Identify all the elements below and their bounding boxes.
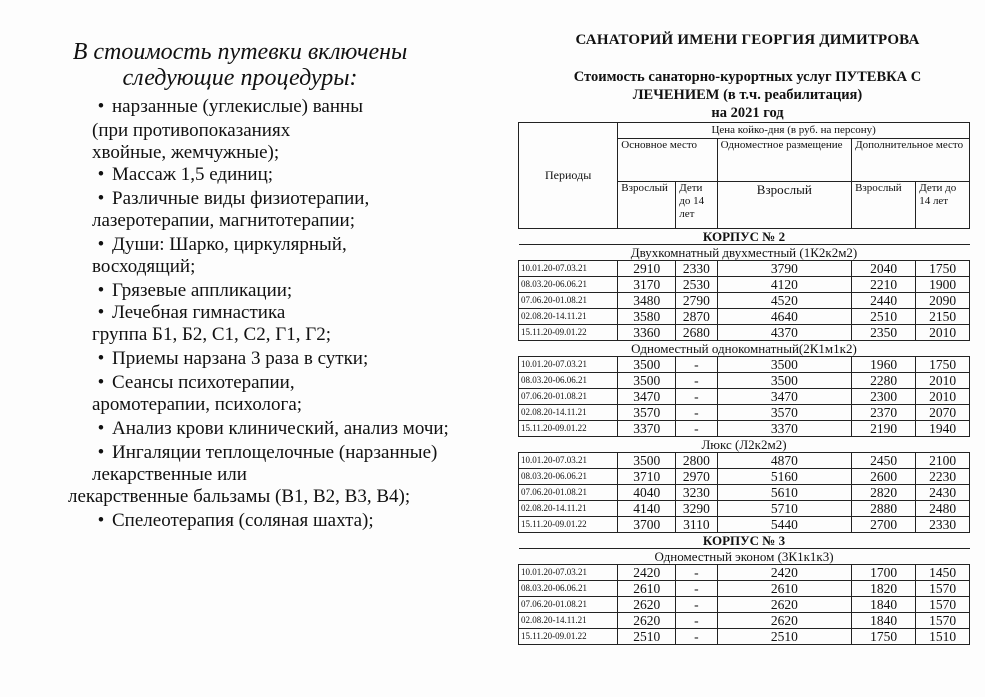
period-cell: 07.06.20-01.08.21 xyxy=(519,293,618,309)
price-subtitle-line2: ЛЕЧЕНИЕМ (в т.ч. реабилитация) xyxy=(632,87,863,103)
table-row xyxy=(519,469,970,485)
price-cell: 2350 xyxy=(852,325,916,341)
price-cell: 1570 xyxy=(916,597,970,613)
bullet-icon: • xyxy=(97,280,105,301)
bullet-icon: • xyxy=(97,164,105,185)
price-panel xyxy=(510,0,985,697)
price-cell: 1570 xyxy=(916,581,970,597)
bullet-icon: • xyxy=(97,418,105,439)
procedure-text: хвойные, жемчужные); xyxy=(92,142,280,163)
price-cell: 2100 xyxy=(916,453,970,469)
price-cell: 1940 xyxy=(916,421,970,437)
procedure-line xyxy=(90,372,295,394)
header-main-adult: Взрослый xyxy=(618,182,676,229)
procedure-text: Грязевые аппликации; xyxy=(112,280,293,301)
price-cell: 1750 xyxy=(916,357,970,373)
header-extra-child: Дети до 14 лет xyxy=(916,182,970,229)
price-cell: 3500 xyxy=(717,373,851,389)
period-cell: 07.06.20-01.08.21 xyxy=(519,485,618,501)
section-title: КОРПУС № 2 xyxy=(519,229,970,245)
procedure-text: Анализ крови клинический, анализ мочи; xyxy=(112,418,449,439)
table-row xyxy=(519,357,970,373)
bullet-icon: • xyxy=(97,96,105,117)
price-cell: 2530 xyxy=(676,277,717,293)
header-single-adult: Взрослый xyxy=(717,182,851,229)
sanatorium-name: САНАТОРИЙ ИМЕНИ ГЕОРГИЯ ДИМИТРОВА xyxy=(575,32,920,48)
header-main-child: Дети до 14 лет xyxy=(676,182,717,229)
price-cell: 2370 xyxy=(852,405,916,421)
procedure-line xyxy=(90,418,449,440)
procedure-line xyxy=(90,164,273,186)
procedure-text: группа Б1, Б2, С1, С2, Г1, Г2; xyxy=(92,324,331,345)
period-cell: 02.08.20-14.11.21 xyxy=(519,501,618,517)
procedure-line xyxy=(90,234,347,256)
price-cell: 2300 xyxy=(852,389,916,405)
header-periods: Периоды xyxy=(519,123,618,229)
procedure-text: Ингаляции теплощелочные (нарзанные) xyxy=(112,442,438,463)
header-main-place: Основное место xyxy=(618,139,717,182)
price-cell: 1840 xyxy=(852,613,916,629)
price-cell: - xyxy=(676,421,717,437)
price-cell: 2330 xyxy=(916,517,970,533)
procedure-line xyxy=(90,348,368,370)
period-cell: 07.06.20-01.08.21 xyxy=(519,597,618,613)
price-cell: 3370 xyxy=(618,421,676,437)
price-cell: 2280 xyxy=(852,373,916,389)
procedure-text: Лечебная гимнастика xyxy=(112,302,286,323)
period-cell: 08.03.20-06.06.21 xyxy=(519,469,618,485)
price-cell: 2010 xyxy=(916,389,970,405)
price-cell: 2510 xyxy=(852,309,916,325)
table-row xyxy=(519,453,970,469)
price-year: на 2021 год xyxy=(711,105,784,121)
header-extra-place: Дополнительное место xyxy=(852,139,970,182)
price-cell: 3370 xyxy=(717,421,851,437)
procedure-line xyxy=(90,510,374,532)
table-row xyxy=(519,309,970,325)
procedure-text: нарзанные (углекислые) ванны xyxy=(112,96,363,117)
price-cell: 3710 xyxy=(618,469,676,485)
price-cell: 3580 xyxy=(618,309,676,325)
procedure-text: восходящий; xyxy=(92,256,196,277)
price-cell: 2610 xyxy=(717,581,851,597)
procedure-line xyxy=(92,394,302,416)
price-cell: 1900 xyxy=(916,277,970,293)
period-cell: 02.08.20-14.11.21 xyxy=(519,613,618,629)
price-cell: - xyxy=(676,565,717,581)
procedure-text: Сеансы психотерапии, xyxy=(112,372,295,393)
table-row xyxy=(519,597,970,613)
procedure-line xyxy=(92,324,331,346)
period-cell: 15.11.20-09.01.22 xyxy=(519,325,618,341)
period-cell: 10.01.20-07.03.21 xyxy=(519,453,618,469)
price-cell: 1750 xyxy=(852,629,916,645)
price-cell: 2790 xyxy=(676,293,717,309)
table-row xyxy=(519,501,970,517)
price-cell: 2210 xyxy=(852,277,916,293)
price-cell: 3570 xyxy=(618,405,676,421)
price-cell: 3290 xyxy=(676,501,717,517)
price-cell: 5610 xyxy=(717,485,851,501)
procedure-line xyxy=(90,188,369,210)
price-cell: 5440 xyxy=(717,517,851,533)
price-cell: 3470 xyxy=(717,389,851,405)
price-cell: 2700 xyxy=(852,517,916,533)
period-cell: 08.03.20-06.06.21 xyxy=(519,277,618,293)
price-cell: 4140 xyxy=(618,501,676,517)
price-cell: 2620 xyxy=(717,597,851,613)
category-title: Одноместный эконом (3К1к1к3) xyxy=(519,549,970,565)
price-cell: 2040 xyxy=(852,261,916,277)
section-title: КОРПУС № 3 xyxy=(519,533,970,549)
price-cell: 3700 xyxy=(618,517,676,533)
procedure-text: лазеротерапии, магнитотерапии; xyxy=(92,210,355,231)
price-cell: 3230 xyxy=(676,485,717,501)
price-cell: - xyxy=(676,597,717,613)
bullet-icon: • xyxy=(97,188,105,209)
price-cell: 1450 xyxy=(916,565,970,581)
header-price: Цена койко-дня (в руб. на персону) xyxy=(618,123,970,139)
period-cell: 02.08.20-14.11.21 xyxy=(519,405,618,421)
price-cell: 2600 xyxy=(852,469,916,485)
procedure-text: Различные виды физиотерапии, xyxy=(112,188,370,209)
category-title: Люкс (Л2к2м2) xyxy=(519,437,970,453)
price-cell: 3480 xyxy=(618,293,676,309)
table-row xyxy=(519,613,970,629)
procedure-line xyxy=(92,142,279,164)
table-row xyxy=(519,629,970,645)
header-single-placement: Одноместное размещение xyxy=(717,139,851,182)
procedure-text: Массаж 1,5 единиц; xyxy=(112,164,274,185)
price-cell: 3470 xyxy=(618,389,676,405)
table-row xyxy=(519,517,970,533)
price-cell: 1570 xyxy=(916,613,970,629)
price-cell: 2620 xyxy=(618,613,676,629)
price-cell: 1840 xyxy=(852,597,916,613)
table-row xyxy=(519,261,970,277)
period-cell: 02.08.20-14.11.21 xyxy=(519,309,618,325)
price-cell: 2420 xyxy=(717,565,851,581)
price-cell: 2330 xyxy=(676,261,717,277)
bullet-icon: • xyxy=(97,234,105,255)
procedure-line xyxy=(92,120,290,142)
price-cell: 2430 xyxy=(916,485,970,501)
price-cell: 4870 xyxy=(717,453,851,469)
procedure-text: Приемы нарзана 3 раза в сутки; xyxy=(112,348,369,369)
price-cell: 4370 xyxy=(717,325,851,341)
price-cell: 3500 xyxy=(618,373,676,389)
procedure-text: Души: Шарко, циркулярный, xyxy=(112,234,347,255)
price-cell: 3570 xyxy=(717,405,851,421)
price-cell: - xyxy=(676,389,717,405)
procedure-text: лекарственные или xyxy=(92,464,247,485)
price-cell: 4120 xyxy=(717,277,851,293)
price-cell: 3360 xyxy=(618,325,676,341)
price-cell: - xyxy=(676,357,717,373)
table-row xyxy=(519,405,970,421)
bullet-icon: • xyxy=(97,372,105,393)
price-cell: 2480 xyxy=(916,501,970,517)
bullet-icon: • xyxy=(97,302,105,323)
procedure-text: Спелеотерапия (соляная шахта); xyxy=(112,510,374,531)
period-cell: 10.01.20-07.03.21 xyxy=(519,357,618,373)
bullet-icon: • xyxy=(97,348,105,369)
price-cell: - xyxy=(676,629,717,645)
price-cell: 4640 xyxy=(717,309,851,325)
price-cell: 5160 xyxy=(717,469,851,485)
table-row xyxy=(519,277,970,293)
category-title: Одноместный однокомнатный(2К1м1к2) xyxy=(519,341,970,357)
period-cell: 15.11.20-09.01.22 xyxy=(519,629,618,645)
price-cell: 1700 xyxy=(852,565,916,581)
price-cell: 2420 xyxy=(618,565,676,581)
table-row xyxy=(519,485,970,501)
price-cell: 4040 xyxy=(618,485,676,501)
price-cell: 3500 xyxy=(717,357,851,373)
price-cell: 2090 xyxy=(916,293,970,309)
price-cell: 2620 xyxy=(717,613,851,629)
price-cell: 2510 xyxy=(618,629,676,645)
period-cell: 07.06.20-01.08.21 xyxy=(519,389,618,405)
procedure-text: (при противопоказаниях xyxy=(92,120,291,141)
price-cell: 2910 xyxy=(618,261,676,277)
price-cell: 2450 xyxy=(852,453,916,469)
price-cell: 2510 xyxy=(717,629,851,645)
price-cell: 2150 xyxy=(916,309,970,325)
period-cell: 10.01.20-07.03.21 xyxy=(519,261,618,277)
procedure-line xyxy=(68,486,410,508)
bullet-icon: • xyxy=(97,510,105,531)
price-cell: 2820 xyxy=(852,485,916,501)
header-extra-adult: Взрослый xyxy=(852,182,916,229)
table-row xyxy=(519,293,970,309)
category-title: Двухкомнатный двухместный (1К2к2м2) xyxy=(519,245,970,261)
table-row xyxy=(519,421,970,437)
price-table xyxy=(518,122,970,645)
price-cell: 2680 xyxy=(676,325,717,341)
price-cell: 1750 xyxy=(916,261,970,277)
price-cell: 1960 xyxy=(852,357,916,373)
period-cell: 10.01.20-07.03.21 xyxy=(519,565,618,581)
price-cell: 3790 xyxy=(717,261,851,277)
price-subtitle-line1: Стоимость санаторно-курортных услуг ПУТЕВКА С xyxy=(573,69,922,85)
procedure-line xyxy=(90,442,437,464)
table-row xyxy=(519,389,970,405)
price-cell: 2870 xyxy=(676,309,717,325)
price-cell: 2010 xyxy=(916,373,970,389)
price-cell: 2440 xyxy=(852,293,916,309)
period-cell: 08.03.20-06.06.21 xyxy=(519,581,618,597)
price-cell: 3500 xyxy=(618,357,676,373)
price-cell: 3500 xyxy=(618,453,676,469)
period-cell: 15.11.20-09.01.22 xyxy=(519,517,618,533)
price-cell: - xyxy=(676,613,717,629)
table-row xyxy=(519,565,970,581)
price-cell: 2970 xyxy=(676,469,717,485)
price-cell: 3170 xyxy=(618,277,676,293)
price-cell: 1820 xyxy=(852,581,916,597)
period-cell: 15.11.20-09.01.22 xyxy=(519,421,618,437)
price-cell: - xyxy=(676,405,717,421)
price-cell: - xyxy=(676,373,717,389)
price-cell: 2230 xyxy=(916,469,970,485)
procedure-line xyxy=(90,302,285,324)
price-cell: - xyxy=(676,581,717,597)
price-cell: 2880 xyxy=(852,501,916,517)
price-cell: 5710 xyxy=(717,501,851,517)
procedure-line xyxy=(90,96,363,118)
price-cell: 3110 xyxy=(676,517,717,533)
procedures-title-line1: В стоимость путевки включены xyxy=(72,39,408,65)
price-cell: 2800 xyxy=(676,453,717,469)
price-cell: 2010 xyxy=(916,325,970,341)
price-cell: 2620 xyxy=(618,597,676,613)
table-row xyxy=(519,373,970,389)
table-row xyxy=(519,581,970,597)
price-cell: 2190 xyxy=(852,421,916,437)
bullet-icon: • xyxy=(97,442,105,463)
price-cell: 2070 xyxy=(916,405,970,421)
price-cell: 4520 xyxy=(717,293,851,309)
procedure-line xyxy=(90,280,292,302)
period-cell: 08.03.20-06.06.21 xyxy=(519,373,618,389)
procedures-title-line2: следующие процедуры: xyxy=(122,65,358,91)
procedure-line xyxy=(92,464,247,486)
procedure-line xyxy=(92,256,195,278)
procedure-text: лекарственные бальзамы (В1, В2, В3, В4); xyxy=(68,486,411,507)
price-cell: 1510 xyxy=(916,629,970,645)
procedure-line xyxy=(92,210,355,232)
price-cell: 2610 xyxy=(618,581,676,597)
table-row xyxy=(519,325,970,341)
procedure-text: аромотерапии, психолога; xyxy=(92,394,303,415)
